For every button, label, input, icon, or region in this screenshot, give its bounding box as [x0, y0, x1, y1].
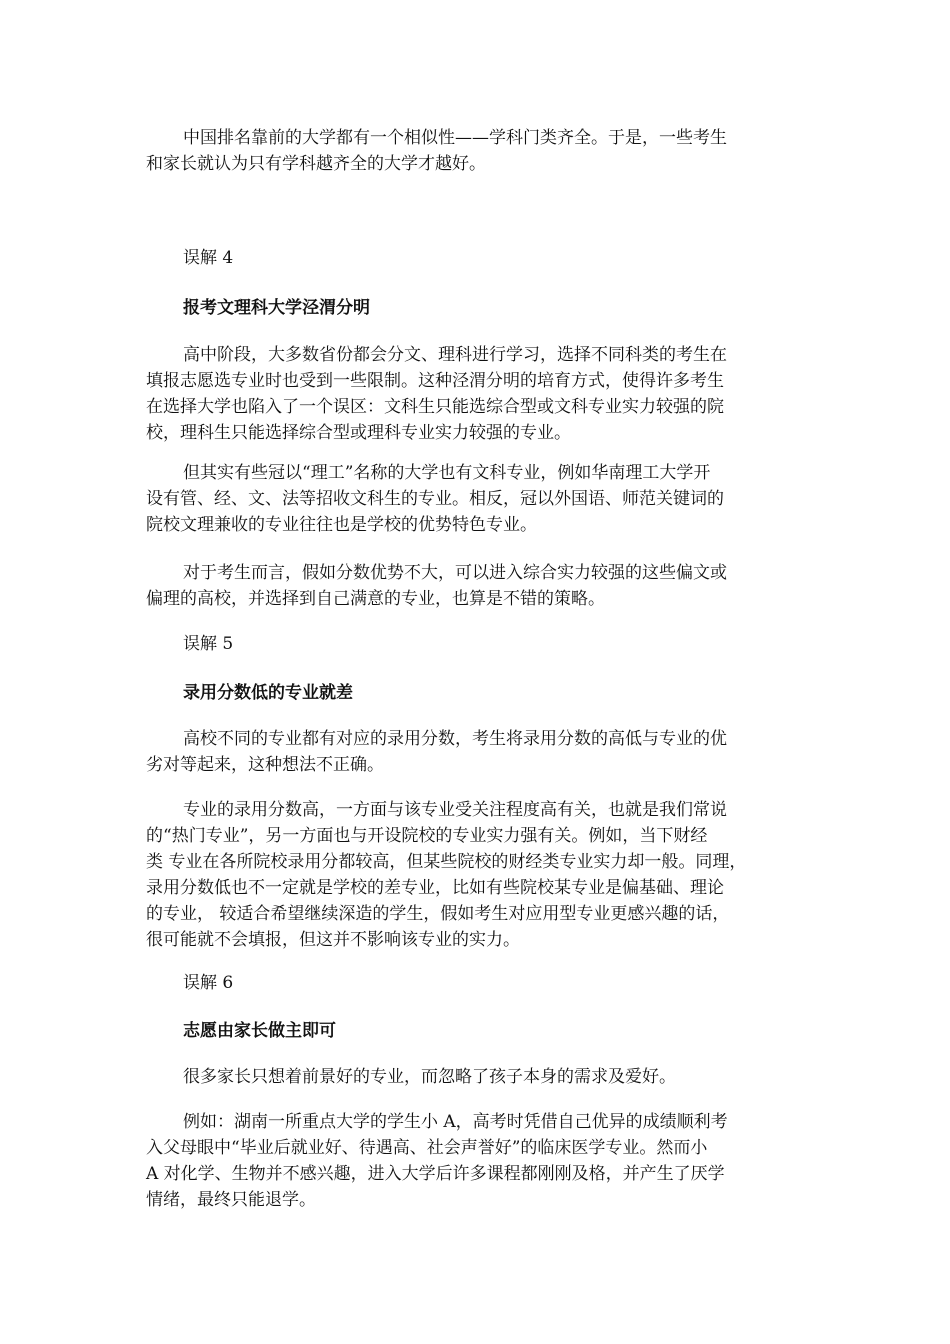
- text-line: 入父母眼中“毕业后就业好、待遇高、社会声誉好”的临床医学专业。然而小: [146, 1138, 708, 1158]
- section-4-paragraph-2: [146, 460, 806, 538]
- text-line: 劣对等起来，这种想法不正确。: [146, 755, 384, 775]
- text-line: 类 专业在各所院校录用分都较高，但某些院校的财经类专业实力却一般。同理，: [146, 852, 747, 872]
- section-4-paragraph-1: [146, 342, 806, 446]
- text-line: 偏理的高校，并选择到自己满意的专业，也算是不错的策略。: [146, 589, 605, 609]
- text-line: 填报志愿选专业时也受到一些限制。这种泾渭分明的培育方式，使得许多考生: [146, 371, 724, 391]
- text-line: 校，理科生只能选择综合型或理科专业实力较强的专业。: [146, 423, 571, 443]
- section-5-label: 误解 5: [183, 634, 234, 654]
- intro-paragraph: [146, 125, 806, 177]
- text-line: 在选择大学也陷入了一个误区：文科生只能选综合型或文科专业实力较强的院: [146, 397, 724, 417]
- text-line: A 对化学、生物并不感兴趣，进入大学后许多课程都刚刚及格，并产生了厌学: [146, 1164, 725, 1184]
- text-line: 对于考生而言，假如分数优势不大，可以进入综合实力较强的这些偏文或: [183, 563, 727, 583]
- text-line: 设有管、经、文、法等招收文科生的专业。相反，冠以外国语、师范关键词的: [146, 489, 724, 509]
- section-6-title: 志愿由家长做主即可: [183, 1021, 336, 1041]
- section-4-label: 误解 4: [183, 248, 234, 268]
- text-line: 和家长就认为只有学科越齐全的大学才越好。: [146, 154, 486, 174]
- text-line: 录用分数低也不一定就是学校的差专业，比如有些院校某专业是偏基础、理论: [146, 878, 724, 898]
- text-line: 例如：湖南一所重点大学的学生小 A，高考时凭借自己优异的成绩顺利考: [183, 1112, 728, 1132]
- text-line: 情绪，最终只能退学。: [146, 1190, 316, 1210]
- text-line: 的专业， 较适合希望继续深造的学生，假如考生对应用型专业更感兴趣的话，: [146, 904, 730, 924]
- text-line: 院校文理兼收的专业往往也是学校的优势特色专业。: [146, 515, 537, 535]
- text-line: 高中阶段，大多数省份都会分文、理科进行学习，选择不同科类的考生在: [183, 345, 727, 365]
- text-line: 专业的录用分数高，一方面与该专业受关注程度高有关，也就是我们常说: [183, 800, 727, 820]
- text-line: 很多家长只想着前景好的专业，而忽略了孩子本身的需求及爱好。: [183, 1067, 676, 1087]
- section-4-title: 报考文理科大学泾渭分明: [183, 298, 370, 318]
- text-line: 但其实有些冠以“理工”名称的大学也有文科专业，例如华南理工大学开: [183, 463, 711, 483]
- section-6-paragraph-2: [146, 1109, 806, 1213]
- text-line: 很可能就不会填报，但这并不影响该专业的实力。: [146, 930, 520, 950]
- text-line: 高校不同的专业都有对应的录用分数，考生将录用分数的高低与专业的优: [183, 729, 727, 749]
- section-5-paragraph-2: [146, 797, 806, 953]
- section-5-title: 录用分数低的专业就差: [183, 683, 353, 703]
- text-line: 的“热门专业”，另一方面也与开设院校的专业实力强有关。例如，当下财经: [146, 826, 708, 846]
- text-line: 中国排名靠前的大学都有一个相似性——学科门类齐全。于是，一些考生: [183, 128, 727, 148]
- section-6-label: 误解 6: [183, 973, 234, 993]
- section-5-paragraph-1: [146, 726, 806, 778]
- section-4-paragraph-3: [146, 560, 806, 612]
- section-6-paragraph-1: [146, 1064, 806, 1090]
